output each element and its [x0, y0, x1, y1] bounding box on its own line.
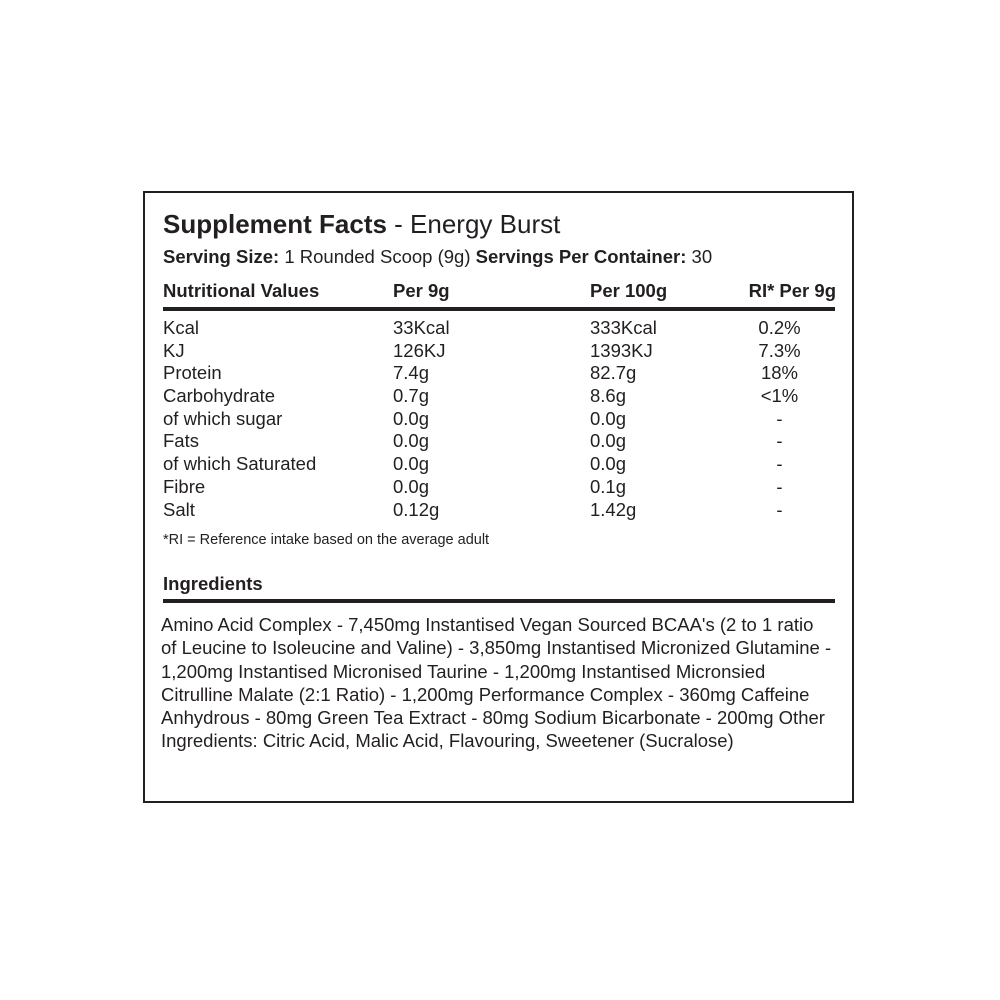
header-nutritional-values: Nutritional Values	[163, 280, 320, 301]
per-serving-value: 0.7g	[393, 385, 430, 407]
nutrition-table-body	[163, 317, 836, 521]
per-100g-value: 1393KJ	[590, 339, 653, 361]
per-serving-value: 0.0g	[393, 407, 430, 429]
header-per-100g: Per 100g	[590, 280, 668, 301]
per-100g-value: 0.0g	[590, 430, 627, 452]
per-serving-value: 0.12g	[393, 498, 440, 520]
table-row	[163, 499, 836, 522]
per-100g-value: 0.1g	[590, 475, 627, 497]
ri-value: -	[776, 407, 783, 429]
per-100g-value: 82.7g	[590, 362, 637, 384]
servings-per-container-value: 30	[686, 246, 713, 267]
header-divider	[163, 307, 835, 311]
ri-value: -	[776, 453, 783, 475]
nutrient-name: Protein	[163, 362, 222, 384]
ri-footnote: *RI = Reference intake based on the average adult	[163, 532, 490, 548]
title-main: Supplement Facts	[163, 209, 387, 239]
panel-title	[163, 206, 560, 242]
per-100g-value: 0.0g	[590, 453, 627, 475]
ri-value: -	[776, 475, 783, 497]
nutrient-name: of which sugar	[163, 407, 283, 429]
ingredients-heading: Ingredients	[163, 573, 263, 594]
ri-value: 0.2%	[758, 317, 801, 338]
nutrient-name: KJ	[163, 339, 185, 361]
per-100g-value: 1.42g	[590, 498, 637, 520]
serving-info	[163, 245, 712, 269]
table-row	[163, 340, 836, 363]
ri-value: -	[776, 498, 783, 520]
nutrient-name: Fibre	[163, 475, 206, 497]
title-product: - Energy Burst	[386, 209, 561, 239]
serving-size-value: 1 Rounded Scoop (9g)	[279, 246, 476, 267]
table-row	[163, 430, 836, 453]
ri-value: <1%	[760, 385, 799, 407]
per-100g-value: 8.6g	[590, 385, 627, 407]
header-ri-per-serving: RI* Per 9g	[748, 280, 836, 301]
table-row	[163, 453, 836, 476]
ri-value: 7.3%	[758, 339, 801, 361]
serving-size-label: Serving Size:	[163, 246, 280, 267]
per-100g-value: 0.0g	[590, 407, 627, 429]
per-serving-value: 126KJ	[393, 339, 446, 361]
table-row	[163, 408, 836, 431]
ingredients-divider	[163, 599, 835, 603]
per-serving-value: 0.0g	[393, 430, 430, 452]
per-100g-value: 333Kcal	[590, 317, 657, 338]
nutrient-name: of which Saturated	[163, 453, 317, 475]
per-serving-value: 7.4g	[393, 362, 430, 384]
nutrient-name: Salt	[163, 498, 195, 520]
nutrient-name: Carbohydrate	[163, 385, 276, 407]
table-row	[163, 362, 836, 385]
nutrient-name: Fats	[163, 430, 199, 452]
table-row	[163, 476, 836, 499]
table-row	[163, 385, 836, 408]
supplement-facts-panel	[143, 191, 854, 803]
table-row	[163, 317, 836, 340]
per-serving-value: 0.0g	[393, 453, 430, 475]
ingredients-text: Amino Acid Complex - 7,450mg Instantised Vegan Sourced BCAA's (2 to 1 ratio of Leucine to Isoleucine and Valine) - 3,850mg Instantised Micronized Glutamine - 1,200mg Instantised Micronised Taurine - 1,200mg Instantised Micronsied Citrulline Malate (2:1 Ratio) - 1,200mg Performance Complex - 360mg Caffeine Anhydrous - 80mg Green Tea Extract - 80mg Sodium Bicarbonate - 200mg Other Ingredients: Citric Acid, Malic Acid, Flavouring, Sweetener (Sucralose)	[161, 614, 832, 752]
nutrition-table-header	[163, 279, 836, 303]
per-serving-value: 33Kcal	[393, 317, 450, 338]
header-per-serving: Per 9g	[393, 280, 450, 301]
nutrient-name: Kcal	[163, 317, 199, 338]
per-serving-value: 0.0g	[393, 475, 430, 497]
ri-value: -	[776, 430, 783, 452]
servings-per-container-label: Servings Per Container:	[475, 246, 687, 267]
ri-value: 18%	[760, 362, 799, 384]
